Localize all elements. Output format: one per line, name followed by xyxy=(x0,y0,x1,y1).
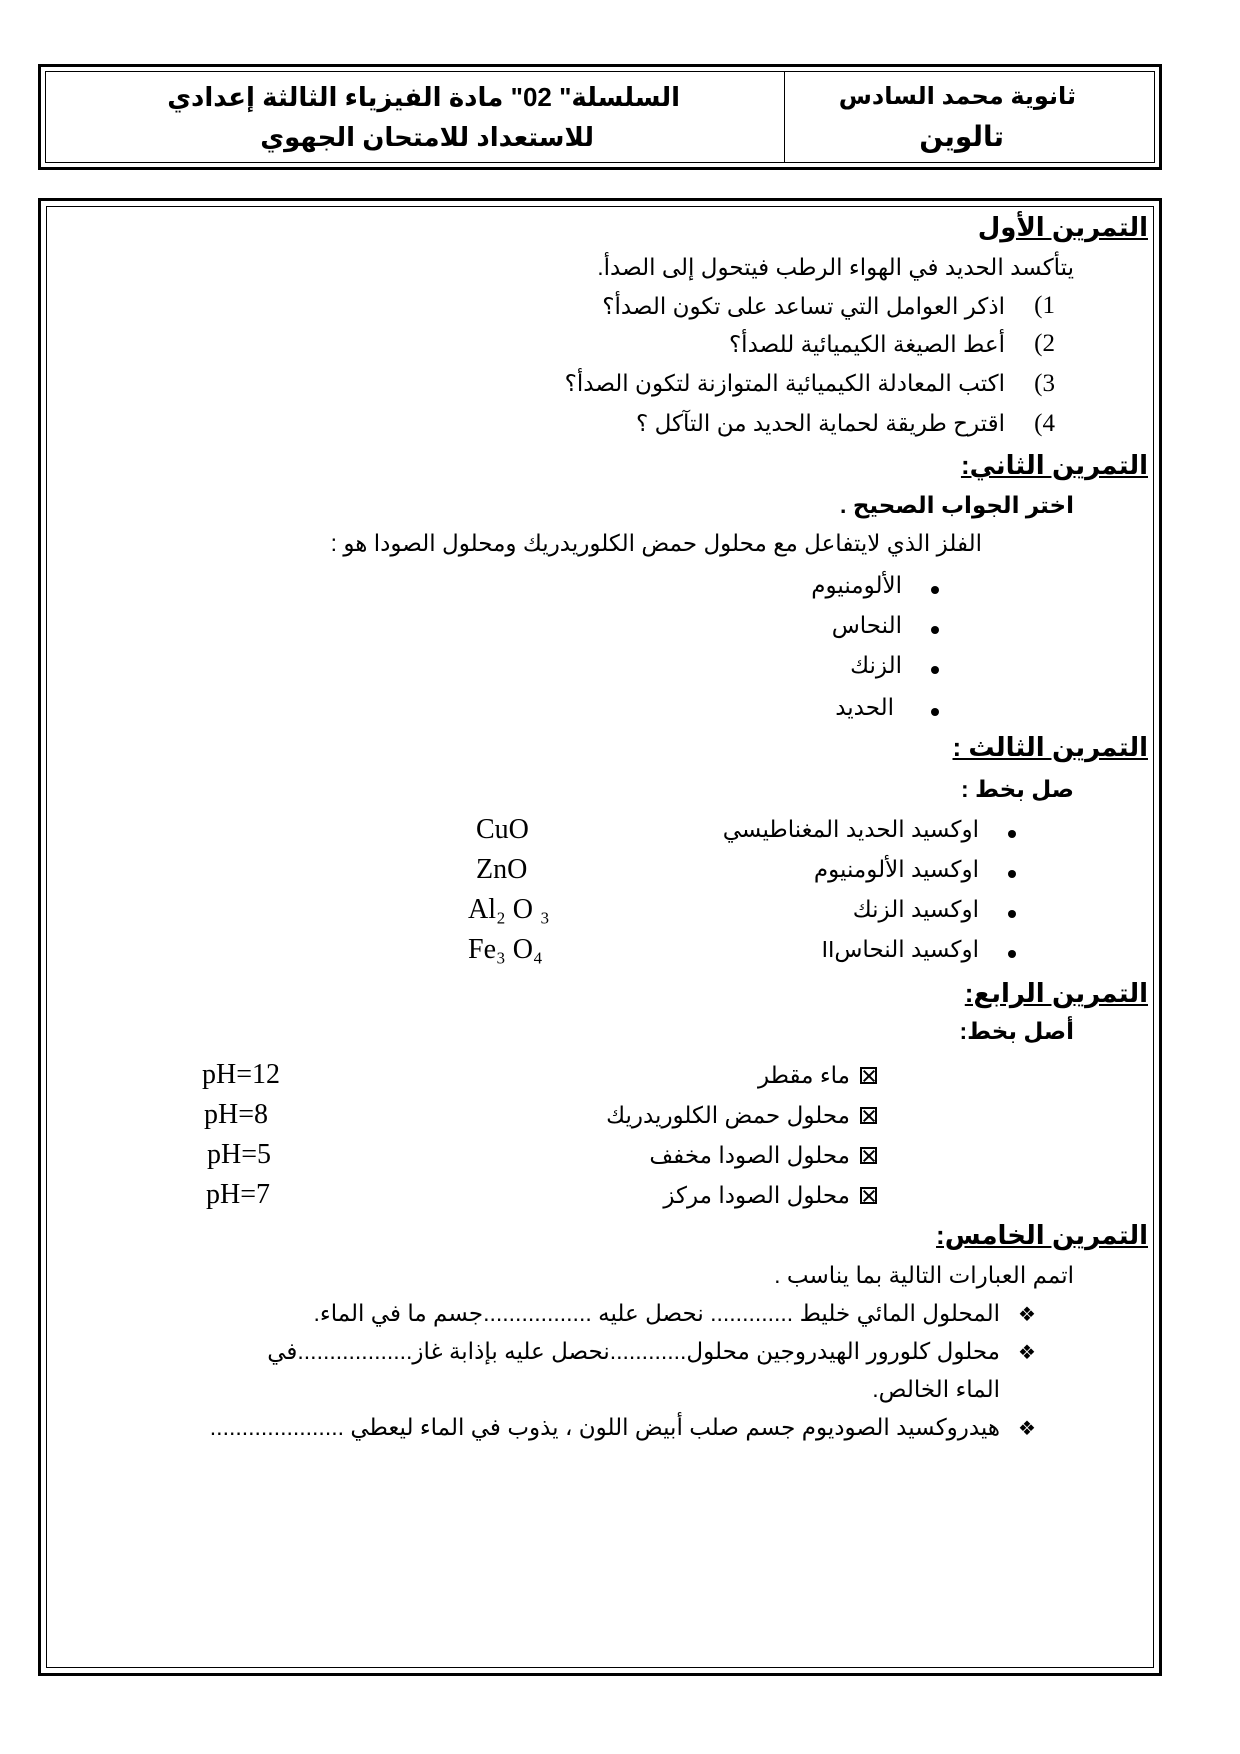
ex1-intro: يتأكسد الحديد في الهواء الرطب فيتحول إلى الصدأ. xyxy=(597,254,1074,280)
ex3-title: التمرين الثالث : xyxy=(952,732,1148,762)
bullet-icon xyxy=(1008,870,1016,878)
x-box-icon xyxy=(860,1107,877,1124)
ex1-q4-num: 4) xyxy=(1034,410,1055,437)
diamond-bullet-icon: ❖ xyxy=(1018,1342,1036,1364)
series-title: السلسلة" 02" مادة الفيزياء الثالثة إعدادي xyxy=(167,82,680,112)
bullet-icon xyxy=(1008,830,1016,838)
ex4-value-3: pH=5 xyxy=(207,1139,272,1170)
bullet-icon xyxy=(1008,910,1016,918)
ex5-instruction: اتمم العبارات التالية بما يناسب . xyxy=(774,1262,1074,1288)
ex1-q2-num: 2) xyxy=(1034,330,1055,357)
ex3-item-2: اوكسيد الألومنيوم xyxy=(813,856,979,882)
ex1-q3-num: 3) xyxy=(1034,370,1055,397)
ex4-title: التمرين الرابع: xyxy=(964,978,1148,1008)
ex1-q1-num: 1) xyxy=(1034,292,1055,319)
diamond-bullet-icon: ❖ xyxy=(1018,1304,1036,1326)
ex3-formula-1: CuO xyxy=(476,814,529,845)
ex3-item-4: اوكسيد النحاسII xyxy=(821,936,979,962)
ex3-formula-2: ZnO xyxy=(476,854,528,885)
ex5-title: التمرين الخامس: xyxy=(936,1220,1148,1250)
bullet-icon xyxy=(931,626,939,634)
ex4-value-4: pH=7 xyxy=(206,1179,271,1210)
ex2-instruction: اختر الجواب الصحيح . xyxy=(840,492,1074,518)
ex3-item-3: اوكسيد الزنك xyxy=(852,896,979,922)
series-subtitle: للاستعداد للامتحان الجهوي xyxy=(260,122,594,152)
ex5-sentence-2a: محلول كلورور الهيدروجين محلول............نحصل عليه بإذابة غاز..................في xyxy=(267,1338,1000,1364)
bullet-icon xyxy=(931,666,939,674)
bullet-icon xyxy=(931,708,939,716)
ex2-question: الفلز الذي لايتفاعل مع محلول حمض الكلوريدريك ومحلول الصودا هو : xyxy=(330,530,982,556)
bullet-icon xyxy=(931,586,939,594)
ex3-formula-3: Al₂ O ₃ xyxy=(468,894,550,925)
ex4-instruction: أصل بخط: xyxy=(959,1018,1074,1044)
series-cell xyxy=(46,72,785,162)
ex1-q2-text: أعط الصيغة الكيميائية للصدأ؟ xyxy=(728,331,1005,357)
ex5-sentence-3: هيدروكسيد الصوديوم جسم صلب أبيض اللون ، يذوب في الماء ليعطي ..................... xyxy=(209,1414,1000,1440)
ex5-sentence-1: المحلول المائي خليط ............. نحصل عليه .................جسم ما في الماء. xyxy=(313,1300,1000,1326)
ex2-option-2: النحاس xyxy=(831,612,902,638)
school-town: تالوين xyxy=(919,121,1004,152)
x-box-icon xyxy=(860,1067,877,1084)
ex2-option-3: الزنك xyxy=(850,652,902,678)
diamond-bullet-icon: ❖ xyxy=(1018,1418,1036,1440)
x-box-icon xyxy=(860,1187,877,1204)
school-name: ثانوية محمد السادس xyxy=(838,83,1076,110)
ex3-instruction: صل بخط : xyxy=(960,776,1074,802)
ex3-formula-4: Fe₃ O₄ xyxy=(468,934,543,965)
ex4-item-1: ماء مقطر xyxy=(757,1062,850,1088)
x-box-icon xyxy=(860,1147,877,1164)
ex1-title: التمرين الأول xyxy=(977,212,1148,242)
ex1-q4-text: اقترح طريقة لحماية الحديد من التآكل ؟ xyxy=(636,410,1005,436)
ex2-option-1: الألومنيوم xyxy=(811,572,902,598)
ex2-title: التمرين الثاني: xyxy=(960,450,1148,480)
ex5-sentence-2b: الماء الخالص. xyxy=(872,1376,1000,1402)
ex1-q3-text: اكتب المعادلة الكيميائية المتوازنة لتكون الصدأ؟ xyxy=(564,370,1005,396)
school-cell xyxy=(785,72,1154,162)
ex3-item-1: اوكسيد الحديد المغناطيسي xyxy=(722,816,979,842)
ex4-value-2: pH=8 xyxy=(204,1099,269,1130)
ex4-item-4: محلول الصودا مركز xyxy=(663,1182,850,1208)
bullet-icon xyxy=(1008,950,1016,958)
ex4-item-3: محلول الصودا مخفف xyxy=(649,1142,850,1168)
ex4-value-1: pH=12 xyxy=(202,1059,281,1090)
ex2-option-4: الحديد xyxy=(835,694,894,720)
ex1-q1-text: اذكر العوامل التي تساعد على تكون الصدأ؟ xyxy=(602,293,1005,319)
header-table xyxy=(38,64,1162,170)
ex4-item-2: محلول حمض الكلوريدريك xyxy=(606,1102,850,1128)
